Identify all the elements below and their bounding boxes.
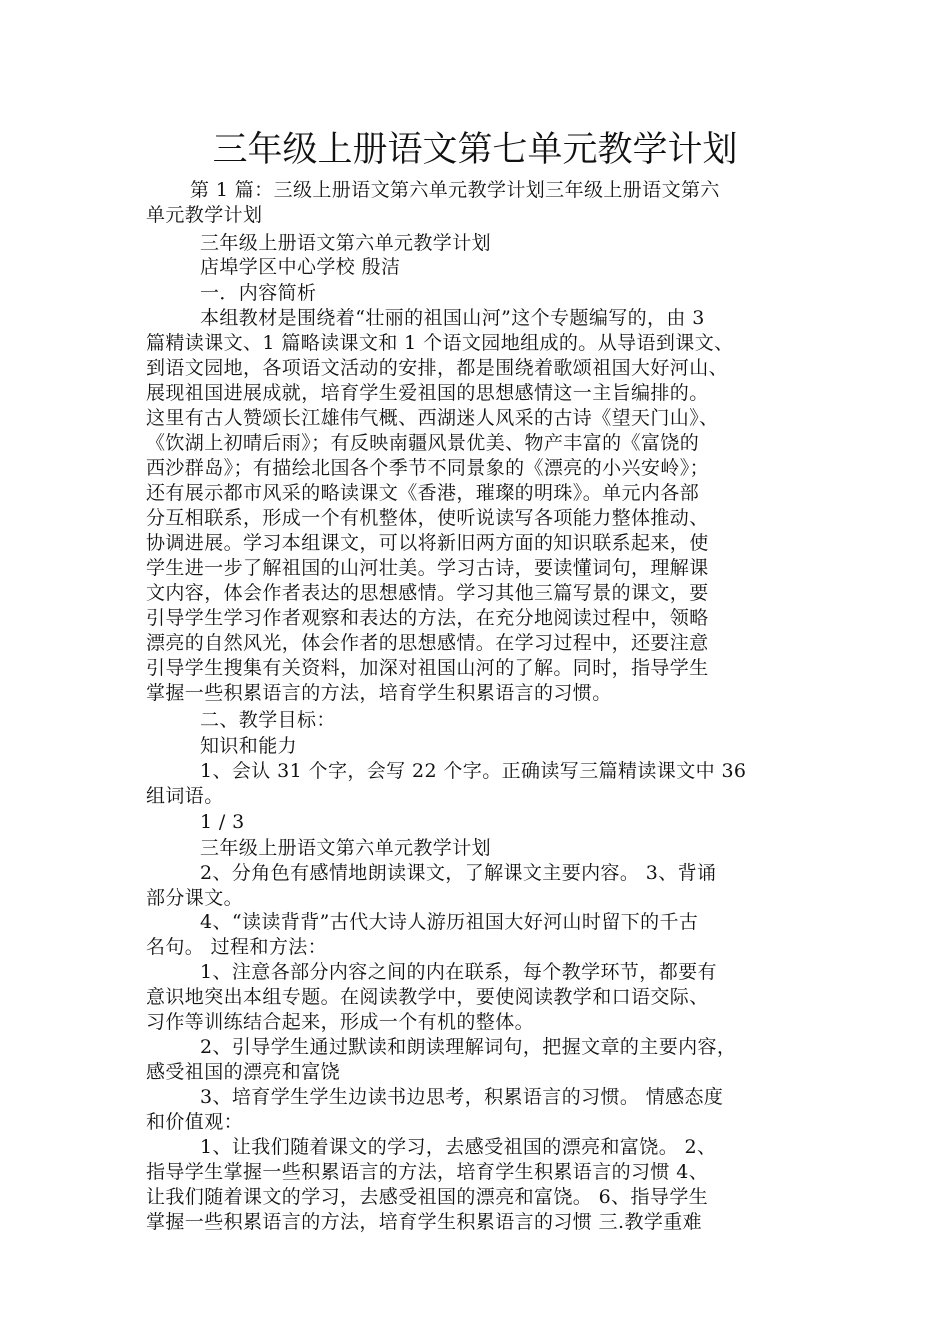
- text-line: 引导学生搜集有关资料，加深对祖国山河的了解。同时，指导学生: [146, 657, 709, 679]
- text-line: 西沙群岛》；有描绘北国各个季节不同景象的《漂亮的小兴安岭》；: [146, 457, 710, 479]
- text-line: 4、“读读背背”古代大诗人游历祖国大好河山时留下的千古: [200, 911, 699, 933]
- text-line: 1 / 3: [200, 811, 245, 833]
- text-line: 习作等训练结合起来，形成一个有机的整体。: [146, 1011, 535, 1033]
- text-line: 本组教材是围绕着“壮丽的祖国山河”这个专题编写的，由 3: [200, 307, 705, 329]
- text-line: 三年级上册语文第六单元教学计划: [200, 837, 492, 859]
- text-line: 漂亮的自然风光，体会作者的思想感情。在学习过程中，还要注意: [146, 632, 709, 654]
- text-line: 2、引导学生通过默读和朗读理解词句，把握文章的主要内容，: [200, 1036, 737, 1058]
- text-line: 学生进一步了解祖国的山河壮美。学习古诗，要读懂词句，理解课: [146, 557, 709, 579]
- text-line: 1、会认 31 个字，会写 22 个字。正确读写三篇精读课文中 36: [200, 760, 747, 782]
- text-line: 第 1 篇：三级上册语文第六单元教学计划三年级上册语文第六: [190, 179, 720, 201]
- text-line: 感受祖国的漂亮和富饶: [146, 1061, 341, 1083]
- text-line: 分互相联系，形成一个有机整体，使听说读写各项能力整体推动、: [146, 507, 709, 529]
- text-line: 引导学生学习作者观察和表达的方法，在充分地阅读过程中，领略: [146, 607, 709, 629]
- text-line: 1、让我们随着课文的学习，去感受祖国的漂亮和富饶。 2、: [200, 1136, 717, 1158]
- text-line: 和价值观：: [146, 1111, 244, 1133]
- text-line: 掌握一些积累语言的方法，培育学生积累语言的习惯。: [146, 682, 612, 704]
- text-line: 《饮湖上初晴后雨》；有反映南疆风景优美、物产丰富的《富饶的: [146, 432, 700, 454]
- text-line: 让我们随着课文的学习，去感受祖国的漂亮和富饶。 6、指导学生: [146, 1186, 709, 1208]
- text-line: 还有展示都市风采的略读课文《香港，璀璨的明珠》。单元内各部: [146, 482, 700, 504]
- text-line: 3、培育学生学生边读书边思考，积累语言的习惯。 情感态度: [200, 1086, 724, 1108]
- text-line: 店埠学区中心学校 殷洁: [200, 256, 401, 278]
- text-line: 这里有古人赞颂长江雄伟气概、西湖迷人风采的古诗《望天门山》、: [146, 407, 719, 429]
- text-line: 一．内容简析: [200, 282, 317, 304]
- text-line: 组词语。: [146, 785, 224, 807]
- text-line: 协调进展。学习本组课文，可以将新旧两方面的知识联系起来，使: [146, 532, 709, 554]
- text-line: 二、教学目标：: [200, 709, 336, 731]
- text-line: 2、分角色有感情地朗读课文，了解课文主要内容。 3、背诵: [200, 862, 717, 884]
- text-line: 名句。 过程和方法：: [146, 936, 328, 958]
- text-line: 展现祖国进展成就，培育学生爱祖国的思想感情这一主旨编排的。: [146, 382, 709, 404]
- text-line: 到语文园地，各项语文活动的安排，都是围绕着歌颂祖国大好河山、: [146, 357, 729, 379]
- text-line: 1、注意各部分内容之间的内在联系，每个教学环节，都要有: [200, 961, 717, 983]
- text-line: 单元教学计划: [146, 204, 263, 226]
- text-line: 意识地突出本组专题。在阅读教学中，要使阅读教学和口语交际、: [146, 986, 709, 1008]
- text-line: 文内容，体会作者表达的思想感情。学习其他三篇写景的课文，要: [146, 582, 709, 604]
- text-line: 知识和能力: [200, 735, 298, 757]
- text-line: 部分课文。: [146, 887, 244, 909]
- text-line: 掌握一些积累语言的方法，培育学生积累语言的习惯 三.教学重难: [146, 1211, 703, 1233]
- text-line: 指导学生掌握一些积累语言的方法，培育学生积累语言的习惯 4、: [146, 1161, 709, 1183]
- text-line: 三年级上册语文第六单元教学计划: [200, 232, 492, 254]
- text-line: 篇精读课文、1 篇略读课文和 1 个语文园地组成的。从导语到课文、: [146, 332, 734, 354]
- document-title: 三年级上册语文第七单元教学计划: [212, 130, 738, 170]
